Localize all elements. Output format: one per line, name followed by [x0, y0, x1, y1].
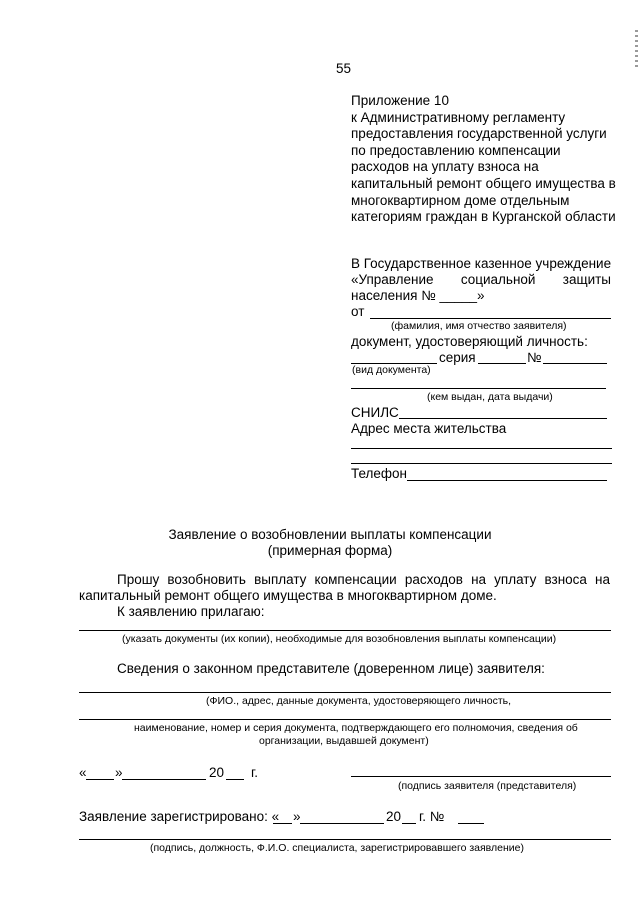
from-field-line[interactable] [370, 318, 611, 319]
issued-caption: (кем выдан, дата выдачи) [427, 391, 553, 403]
appendix-block [351, 93, 616, 226]
representative-label: Сведения о законном представителе (доверенном лице) заявителя: [117, 661, 545, 676]
form-title: Заявление о возобновлении выплаты компенсации [168, 527, 492, 542]
page-number: 55 [336, 61, 352, 76]
representative-caption-1: (ФИО., адрес, данные документа, удостоверяющего личность, [206, 695, 512, 707]
date-day-field-line[interactable] [86, 779, 114, 780]
appendix-line: категориям граждан в Курганской области [351, 209, 616, 225]
request-paragraph-line2: капитальный ремонт общего имущества в многоквартирном доме. [79, 588, 497, 603]
representative-field-line-2[interactable] [79, 719, 611, 720]
snils-label: СНИЛС [351, 405, 399, 420]
registration-month-field-line[interactable] [300, 823, 384, 824]
registration-year-field-line[interactable] [402, 823, 416, 824]
issued-field-line[interactable] [351, 388, 606, 389]
registration-number-field-line[interactable] [458, 823, 484, 824]
series-field-line[interactable] [478, 363, 526, 364]
attach-label: К заявлению прилагаю: [117, 604, 265, 619]
registrar-signature-line[interactable] [79, 839, 611, 840]
date-month-field-line[interactable] [122, 779, 206, 780]
number-field-line[interactable] [543, 363, 607, 364]
appendix-line: многоквартирном доме отдельным [351, 192, 570, 208]
appendix-line: капитальный ремонт общего имущества в [351, 175, 616, 191]
addressee-word: защиты [562, 272, 611, 287]
phone-label: Телефон [351, 466, 408, 481]
from-label: от [351, 304, 365, 319]
request-paragraph-line1: Прошу возобновить выплату компенсации расходов на уплату взноса на [117, 572, 610, 587]
addressee-word: социальной [460, 272, 536, 287]
number-label: № [527, 350, 542, 365]
registration-year-prefix: 20 [386, 809, 402, 824]
date-quote-close: » [115, 765, 123, 780]
addressee-line1: В Государственное казенное учреждение [351, 256, 612, 271]
scan-edge-mark [635, 30, 638, 70]
doc-type-caption: (вид документа) [352, 364, 431, 376]
date-year-field-line[interactable] [226, 779, 244, 780]
appendix-line: к Административному регламенту [351, 109, 566, 125]
phone-field-line[interactable] [407, 480, 607, 481]
applicant-signature-caption: (подпись заявителя (представителя) [398, 780, 577, 792]
registration-day-field-line[interactable] [273, 823, 292, 824]
registration-quote-close: » [293, 809, 301, 824]
addressee-line2 [351, 272, 611, 288]
appendix-line: по предоставлению компенсации [351, 142, 561, 158]
addressee-line3: населения № _____» [351, 288, 485, 303]
doc-label: документ, удостоверяющий личность: [351, 334, 588, 349]
series-label: серия [439, 350, 476, 365]
registration-label: Заявление зарегистрировано: « [79, 809, 280, 824]
representative-caption-2: наименование, номер и серия документа, подтверждающего его полномочия, сведения об [134, 722, 578, 734]
appendix-line: расходов на уплату взноса на [351, 159, 539, 175]
attachments-caption: (указать документы (их копии), необходимые для возобновления выплаты компенсации) [122, 633, 557, 645]
address-label: Адрес места жительства [351, 421, 507, 436]
snils-field-line[interactable] [399, 418, 607, 419]
address-field-line-1[interactable] [351, 448, 612, 449]
appendix-line: предоставления государственной услуги [351, 126, 607, 142]
attachments-field-line[interactable] [79, 630, 611, 631]
addressee-word: «Управление [351, 272, 434, 287]
address-field-line-2[interactable] [351, 463, 612, 464]
representative-field-line-1[interactable] [79, 692, 611, 693]
form-subtitle: (примерная форма) [267, 543, 393, 558]
date-quote-open: « [79, 765, 87, 780]
representative-caption-3: организации, выдавшей документ) [259, 735, 429, 747]
from-caption: (фамилия, имя отчество заявителя) [391, 320, 567, 332]
registrar-signature-caption: (подпись, должность, Ф.И.О. специалиста, зарегистрировавшего заявление) [150, 842, 524, 854]
applicant-signature-line[interactable] [351, 776, 611, 777]
date-year-suffix: г. [251, 765, 259, 780]
registration-year-suffix: г. № [419, 809, 445, 824]
appendix-line: Приложение 10 [351, 93, 449, 108]
date-year-prefix: 20 [209, 765, 225, 780]
